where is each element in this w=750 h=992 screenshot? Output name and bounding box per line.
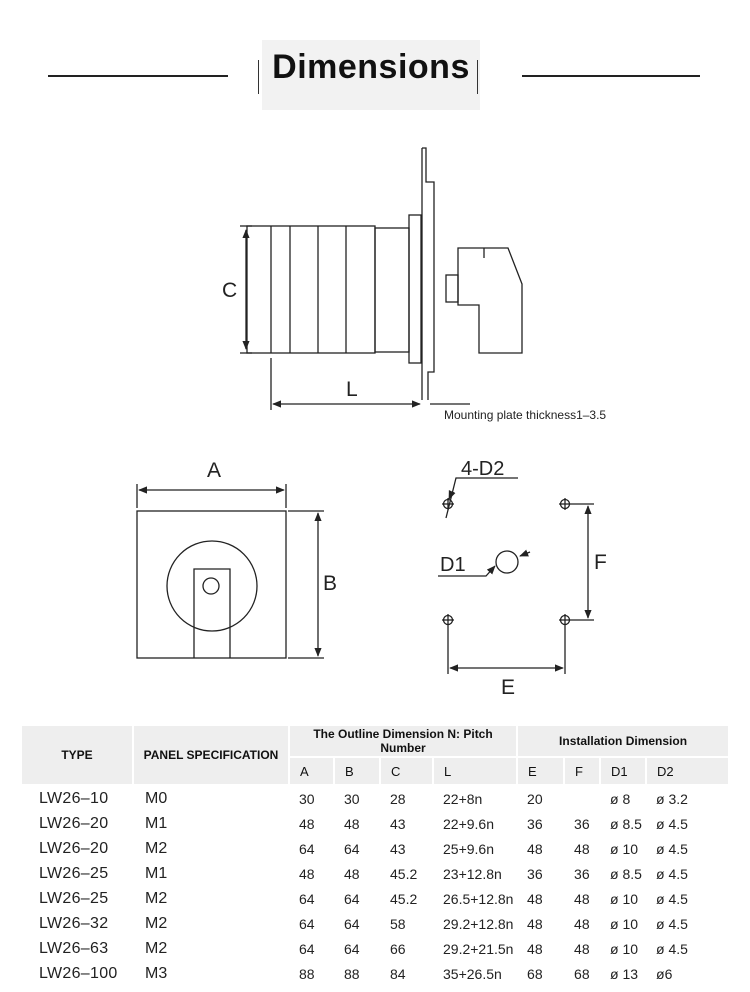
label-b: B (323, 572, 338, 595)
table-row (21, 886, 729, 911)
subheader-e: E (517, 757, 564, 785)
cell-d1: ø 8.5 (610, 815, 642, 832)
cell-c: 45.2 (390, 865, 418, 882)
cell-a: 64 (299, 840, 315, 857)
dimension-table (20, 724, 728, 986)
cell-d1: ø 10 (610, 890, 639, 907)
label-f: F (594, 551, 607, 574)
table-row (21, 836, 729, 861)
cell-l: 23+12.8n (443, 865, 502, 882)
cell-c: 43 (390, 840, 406, 857)
cutout-drawing (438, 478, 594, 674)
cell-c: 45.2 (390, 890, 418, 907)
cell-a: 48 (299, 865, 315, 882)
label-e: E (501, 676, 516, 699)
cell-spec: M2 (145, 889, 168, 907)
cell-e: 48 (527, 890, 543, 907)
cell-d2: ø 4.5 (656, 840, 688, 857)
cell-d2: ø 4.5 (656, 865, 688, 882)
cell-l: 25+9.6n (443, 840, 494, 857)
cell-d1: ø 10 (610, 915, 639, 932)
cell-spec: M3 (145, 964, 168, 982)
cell-a: 88 (299, 965, 315, 982)
cell-e: 68 (527, 965, 543, 982)
table-row (21, 861, 729, 886)
page-title: Dimensions (272, 48, 470, 86)
cell-d2: ø 3.2 (656, 790, 688, 807)
cell-b: 64 (344, 890, 360, 907)
subheader-d1: D1 (600, 757, 646, 785)
subheader-c: C (380, 757, 433, 785)
cell-type: LW26–20 (39, 839, 109, 857)
cell-l: 29.2+12.8n (443, 915, 514, 932)
label-c: C (222, 279, 238, 302)
cell-type: LW26–25 (39, 864, 109, 882)
cell-c: 43 (390, 815, 406, 832)
cell-b: 64 (344, 915, 360, 932)
cell-spec: M2 (145, 839, 168, 857)
table-header-row (21, 725, 729, 757)
header-type: TYPE (21, 725, 133, 785)
subheader-d2: D2 (646, 757, 729, 785)
mount-hole-top-right (559, 498, 571, 510)
cell-b: 64 (344, 940, 360, 957)
subheader-l: L (433, 757, 517, 785)
cell-a: 64 (299, 890, 315, 907)
cell-e: 36 (527, 865, 543, 882)
cell-d1: ø 8 (610, 790, 631, 807)
table-row (21, 961, 729, 986)
cell-l: 26.5+12.8n (443, 890, 514, 907)
label-a: A (207, 459, 222, 482)
cell-c: 84 (390, 965, 406, 982)
cell-l: 22+8n (443, 790, 483, 807)
cell-d2: ø 4.5 (656, 890, 688, 907)
cell-type: LW26–20 (39, 814, 109, 832)
cell-e: 20 (527, 790, 543, 807)
cell-b: 88 (344, 965, 360, 982)
cell-spec: M0 (145, 789, 168, 807)
cell-b: 48 (344, 815, 360, 832)
cell-d1: ø 8.5 (610, 865, 642, 882)
cell-type: LW26–25 (39, 889, 109, 907)
cell-e: 48 (527, 915, 543, 932)
cell-f: 48 (574, 915, 590, 932)
cell-f (564, 785, 600, 811)
cell-b: 48 (344, 865, 360, 882)
cell-e: 48 (527, 840, 543, 857)
cell-c: 66 (390, 940, 406, 957)
header-panel-spec: PANEL SPECIFICATION (133, 725, 289, 785)
cell-a: 30 (299, 790, 315, 807)
cell-c: 28 (390, 790, 406, 807)
cell-d1: ø 10 (610, 840, 639, 857)
cell-d2: ø 4.5 (656, 815, 688, 832)
table-row (21, 936, 729, 961)
cell-type: LW26–10 (39, 789, 109, 807)
cell-d2: ø 4.5 (656, 940, 688, 957)
subheader-f: F (564, 757, 600, 785)
cell-l: 35+26.5n (443, 965, 502, 982)
label-4-d2: 4-D2 (461, 458, 505, 480)
header-outline: The Outline Dimension N: Pitch Number (289, 725, 517, 757)
cell-c: 58 (390, 915, 406, 932)
label-d1: D1 (440, 554, 466, 576)
mount-hole-bottom-left (442, 614, 454, 626)
cell-d1: ø 13 (610, 965, 639, 982)
cell-d2: ø 4.5 (656, 915, 688, 932)
cell-b: 30 (344, 790, 360, 807)
cell-f: 48 (574, 840, 590, 857)
cell-a: 48 (299, 815, 315, 832)
table-row (21, 911, 729, 936)
cell-f: 36 (574, 815, 590, 832)
cell-l: 22+9.6n (443, 815, 494, 832)
cell-b: 64 (344, 840, 360, 857)
cell-l: 29.2+21.5n (443, 940, 514, 957)
center-hole (496, 551, 518, 573)
mount-hole-bottom-right (559, 614, 571, 626)
cell-type: LW26–100 (39, 964, 118, 982)
cell-a: 64 (299, 940, 315, 957)
cell-type: LW26–32 (39, 914, 109, 932)
cell-spec: M2 (145, 939, 168, 957)
table-row (21, 785, 729, 811)
cell-f: 48 (574, 890, 590, 907)
subheader-b: B (334, 757, 380, 785)
cell-a: 64 (299, 915, 315, 932)
cell-d2: ø6 (656, 965, 673, 982)
label-l: L (346, 378, 358, 401)
cell-spec: M2 (145, 914, 168, 932)
cell-f: 48 (574, 940, 590, 957)
cell-e: 48 (527, 940, 543, 957)
mounting-note: Mounting plate thickness1–3.5 (444, 408, 607, 422)
cell-spec: M1 (145, 864, 168, 882)
subheader-a: A (289, 757, 334, 785)
side-view-drawing (240, 148, 522, 410)
table-row (21, 811, 729, 836)
cell-type: LW26–63 (39, 939, 109, 957)
cell-spec: M1 (145, 814, 168, 832)
header-installation: Installation Dimension (517, 725, 729, 757)
cell-f: 36 (574, 865, 590, 882)
cell-e: 36 (527, 815, 543, 832)
front-view-drawing (137, 484, 324, 658)
cell-f: 68 (574, 965, 590, 982)
cell-d1: ø 10 (610, 940, 639, 957)
